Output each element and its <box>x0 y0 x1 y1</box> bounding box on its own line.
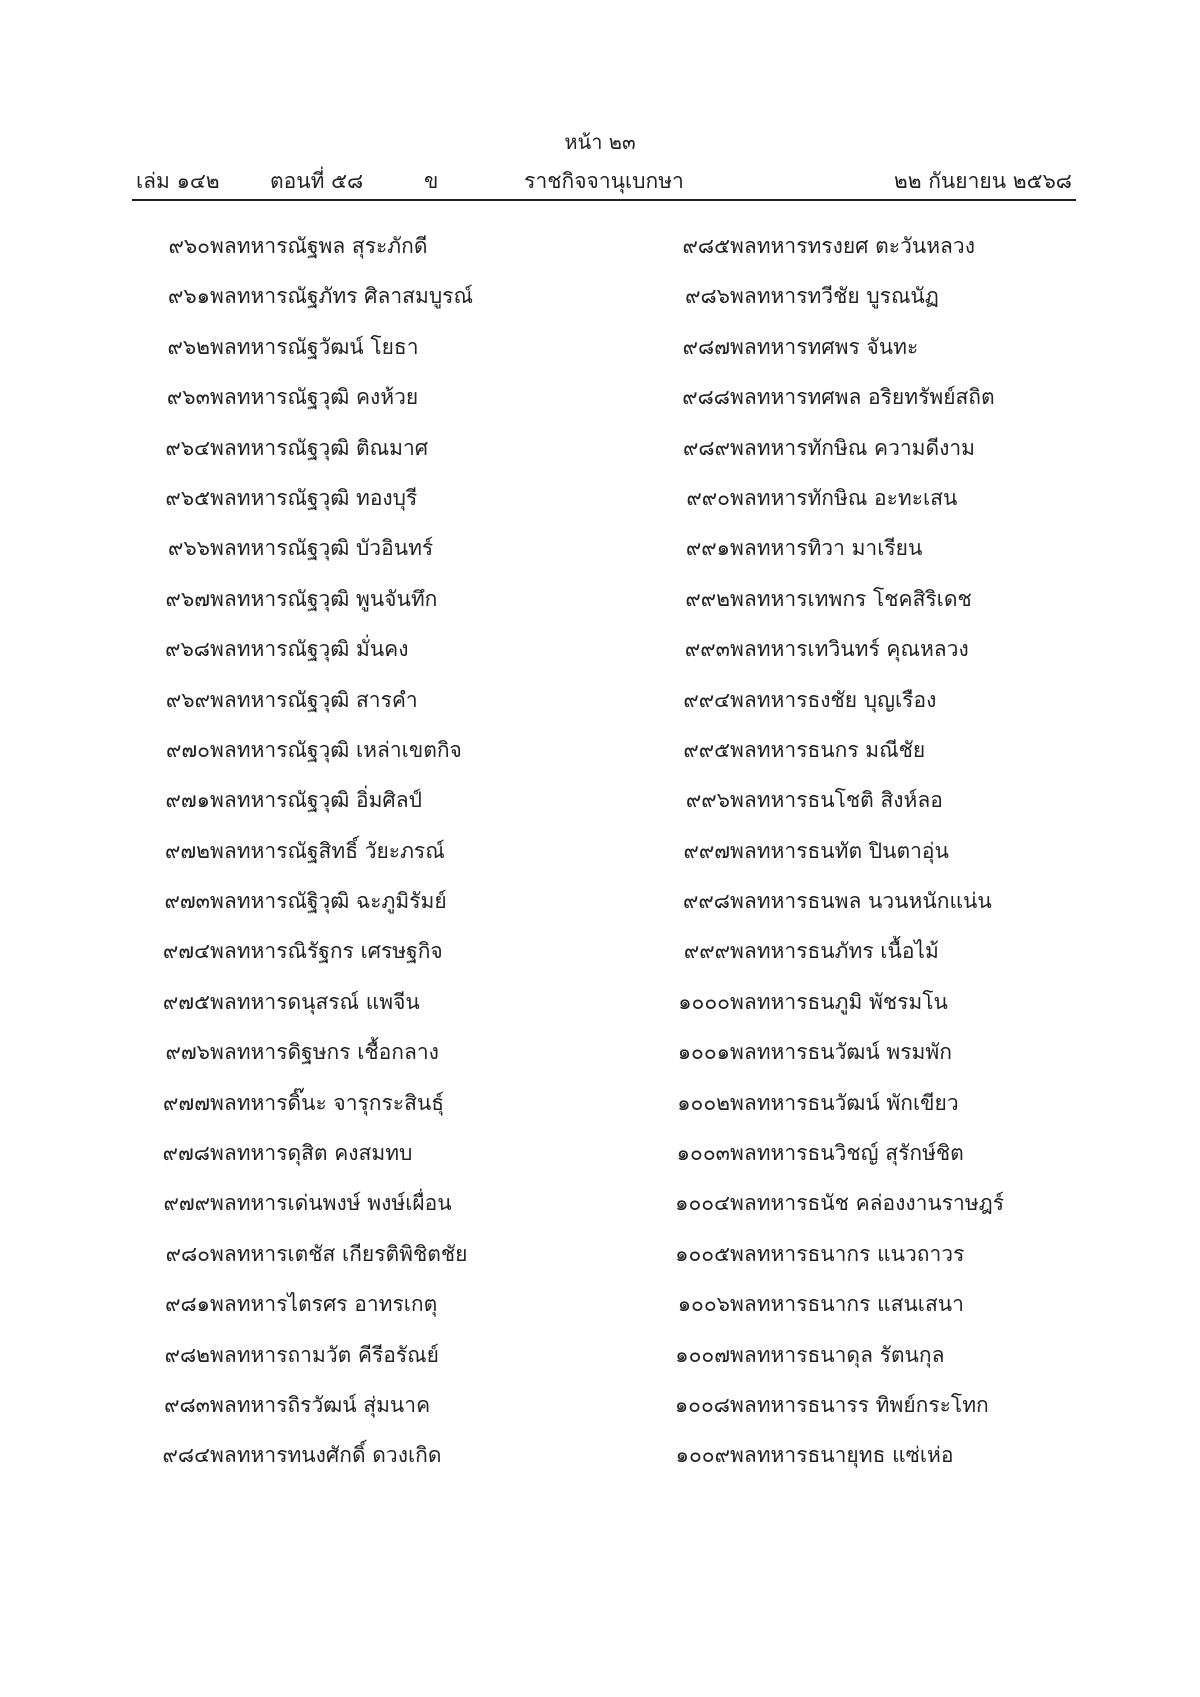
entry-number: ๑๐๐๔ <box>675 1191 730 1216</box>
entry-number: ๙๙๐ <box>686 485 730 510</box>
entry-name: พลทหารธนกร มณีชัย <box>730 737 926 762</box>
entry-number: ๙๘๖ <box>685 284 730 309</box>
entry-number: ๙๖๑ <box>167 284 210 309</box>
entry-name: พลทหารณัฐวุฒิ คงห้วย <box>210 385 419 410</box>
entry-number: ๙๖๘ <box>165 637 210 662</box>
entry-number: ๙๗๘ <box>162 1141 210 1166</box>
entry-name: พลทหารณัฐวุฒิ บัวอินทร์ <box>210 536 434 561</box>
entry-number: ๙๙๓ <box>684 637 730 662</box>
entry-name: พลทหารณัฐวุฒิ ติณมาศ <box>210 435 429 460</box>
entry-number: ๑๐๐๕ <box>675 1241 730 1266</box>
entry-number: ๙๘๙ <box>683 435 730 460</box>
entry-number: ๙๙๔ <box>683 687 730 712</box>
entry-name: พลทหารเตชัส เกียรติพิชิตชัย <box>210 1241 468 1266</box>
entry-number: ๙๗๖ <box>165 1040 210 1065</box>
entry-name: พลทหารทวีชัย บูรณนัฏ <box>730 284 939 309</box>
entry-number: ๙๙๗ <box>683 838 730 863</box>
entry-number: ๙๗๑ <box>165 788 210 813</box>
entry-name: พลทหารทักษิณ ความดีงาม <box>730 435 976 460</box>
entry-name: พลทหารณัฐวุฒิ ทองบุรี <box>210 485 418 510</box>
entry-number: ๙๙๘ <box>683 889 730 914</box>
entry-number: ๙๖๙ <box>165 687 210 712</box>
entry-number: ๑๐๐๐ <box>678 989 730 1014</box>
entry-number: ๙๙๒ <box>685 586 730 611</box>
entry-number: ๙๗๔ <box>162 939 210 964</box>
entry-name: พลทหารดนุสรณ์ แพจีน <box>210 989 420 1014</box>
entry-number: ๑๐๐๑ <box>677 1040 730 1065</box>
entry-number: ๙๙๑ <box>685 536 730 561</box>
entry-number: ๙๖๔ <box>165 435 210 460</box>
entry-number: ๑๐๐๙ <box>675 1443 730 1468</box>
section-letter: ข <box>424 169 439 193</box>
entry-name: พลทหารธนากร แนวถาวร <box>730 1241 965 1266</box>
entry-name: พลทหารณัฐภัทร ศิลาสมบูรณ์ <box>210 284 473 309</box>
entry-number: ๙๘๔ <box>162 1443 210 1468</box>
entry-name: พลทหารณัฐวุฒิ มั่นคง <box>210 637 409 662</box>
entry-name: พลทหารถิรวัฒน์ สุ่มนาค <box>210 1392 431 1417</box>
entry-name: พลทหารเทวินทร์ คุณหลวง <box>730 637 969 662</box>
entry-name: พลทหารธนทัต ปินตาอุ่น <box>730 838 949 863</box>
entry-name: พลทหารทศพร จันทะ <box>730 334 919 359</box>
entry-number: ๑๐๐๒ <box>677 1090 730 1115</box>
entry-name: พลทหารธนโชติ สิงห์ลอ <box>730 788 943 813</box>
entry-name: พลทหารธนัช คล่องงานราษฎร์ <box>730 1191 1005 1216</box>
entry-name: พลทหารทักษิณ อะทะเสน <box>730 485 958 510</box>
entry-name: พลทหารธนากร แสนเสนา <box>730 1292 964 1317</box>
header-divider <box>132 199 1076 201</box>
entry-name: พลทหารธนายุทธ แซ่เห่อ <box>730 1443 954 1468</box>
entry-number: ๙๗๙ <box>163 1191 210 1216</box>
entry-name: พลทหารธนภัทร เนื้อไม้ <box>730 939 939 964</box>
entry-name: พลทหารณิรัฐกร เศรษฐกิจ <box>210 939 443 964</box>
entry-number: ๙๗๒ <box>164 838 210 863</box>
entry-name: พลทหารทศพล อริยทรัพย์สถิต <box>730 385 995 410</box>
issue-number: ตอนที่ ๕๘ <box>270 169 364 193</box>
entry-name: พลทหารเทพกร โชคสิริเดช <box>730 586 972 611</box>
entry-name: พลทหารทนงศักดิ์ ดวงเกิด <box>210 1443 442 1468</box>
entry-name: พลทหารเด่นพงษ์ พงษ์เผื่อน <box>210 1191 452 1216</box>
page-number: หน้า ๒๓ <box>564 130 636 154</box>
entry-number: ๑๐๐๓ <box>676 1141 730 1166</box>
volume-number: เล่ม ๑๔๒ <box>136 169 220 193</box>
entry-name: พลทหารณัฐวุฒิ พูนจันทึก <box>210 586 438 611</box>
entry-name: พลทหารณัฐวุฒิ เหล่าเขตกิจ <box>210 737 462 762</box>
entry-name: พลทหารธนวิชญ์ สุรักษ์ชิต <box>730 1141 964 1166</box>
entry-number: ๙๘๘ <box>682 385 730 410</box>
entry-number: ๙๘๒ <box>164 1342 210 1367</box>
entry-name: พลทหารธนารร ทิพย์กระโทก <box>730 1392 989 1417</box>
entry-number: ๑๐๐๖ <box>677 1292 730 1317</box>
entry-name: พลทหารทรงยศ ตะวันหลวง <box>730 234 975 258</box>
document-header <box>136 165 1072 195</box>
entry-number: ๙๗๕ <box>162 989 210 1014</box>
entry-number: ๙๘๑ <box>165 1292 210 1317</box>
entry-number: ๙๗๓ <box>164 889 210 914</box>
publication-date: ๒๒ กันยายน ๒๕๖๘ <box>893 169 1072 193</box>
entry-number: ๙๘๐ <box>165 1241 210 1266</box>
entry-name: พลทหารณัฐสิทธิ์ วัยะภรณ์ <box>210 838 445 863</box>
entry-number: ๙๖๒ <box>167 334 210 359</box>
entry-number: ๙๘๗ <box>682 334 730 359</box>
entry-number: ๙๘๕ <box>682 234 730 258</box>
entry-number: ๙๖๐ <box>168 234 210 258</box>
entry-number: ๙๘๓ <box>164 1392 210 1417</box>
entry-name: พลทหารดิ๊นะ จารุกระสินธุ์ <box>210 1090 445 1115</box>
entry-number: ๙๖๗ <box>165 586 210 611</box>
entry-number: ๙๖๕ <box>165 485 210 510</box>
publication-name: ราชกิจจานุเบกษา <box>524 169 684 193</box>
entry-name: พลทหารณัฐพล สุระภักดี <box>210 234 428 258</box>
entry-name: พลทหารไตรศร อาทรเกตุ <box>210 1292 438 1317</box>
entry-name: พลทหารดิฐษกร เชื้อกลาง <box>210 1040 439 1065</box>
entry-name: พลทหารธนภูมิ พัชรมโน <box>730 989 948 1014</box>
entry-name: พลทหารธนาดุล รัตนกุล <box>730 1342 945 1367</box>
entry-name: พลทหารณัฐวุฒิ สารคำ <box>210 687 418 712</box>
entry-number: ๑๐๐๘ <box>674 1392 730 1417</box>
entry-name: พลทหารธนวัฒน์ พักเขียว <box>730 1090 959 1115</box>
entry-name: พลทหารณัฐวุฒิ อิ่มศิลป์ <box>210 788 422 813</box>
entry-name: พลทหารถามวัต คีรีอรัณย์ <box>210 1342 439 1367</box>
entry-number: ๙๖๓ <box>166 385 210 410</box>
entry-number: ๑๐๐๗ <box>675 1342 730 1367</box>
entry-number: ๙๗๗ <box>163 1090 210 1115</box>
entry-number: ๙๖๖ <box>167 536 210 561</box>
entry-name: พลทหารณัฐวัฒน์ โยธา <box>210 334 419 359</box>
entry-name: พลทหารทิวา มาเรียน <box>730 536 923 561</box>
entry-number: ๙๙๙ <box>683 939 730 964</box>
entry-name: พลทหารณัฐิวุฒิ ฉะภูมิรัมย์ <box>210 889 447 914</box>
entry-number: ๙๗๐ <box>166 737 210 762</box>
entry-name: พลทหารดุสิต คงสมทบ <box>210 1141 413 1166</box>
entry-name: พลทหารธงชัย บุญเรือง <box>730 687 937 712</box>
entry-number: ๙๙๖ <box>685 788 730 813</box>
entry-name: พลทหารธนวัฒน์ พรมพัก <box>730 1040 952 1065</box>
entry-number: ๙๙๕ <box>683 737 730 762</box>
entry-name: พลทหารธนพล นวนหนักแน่น <box>730 889 992 914</box>
